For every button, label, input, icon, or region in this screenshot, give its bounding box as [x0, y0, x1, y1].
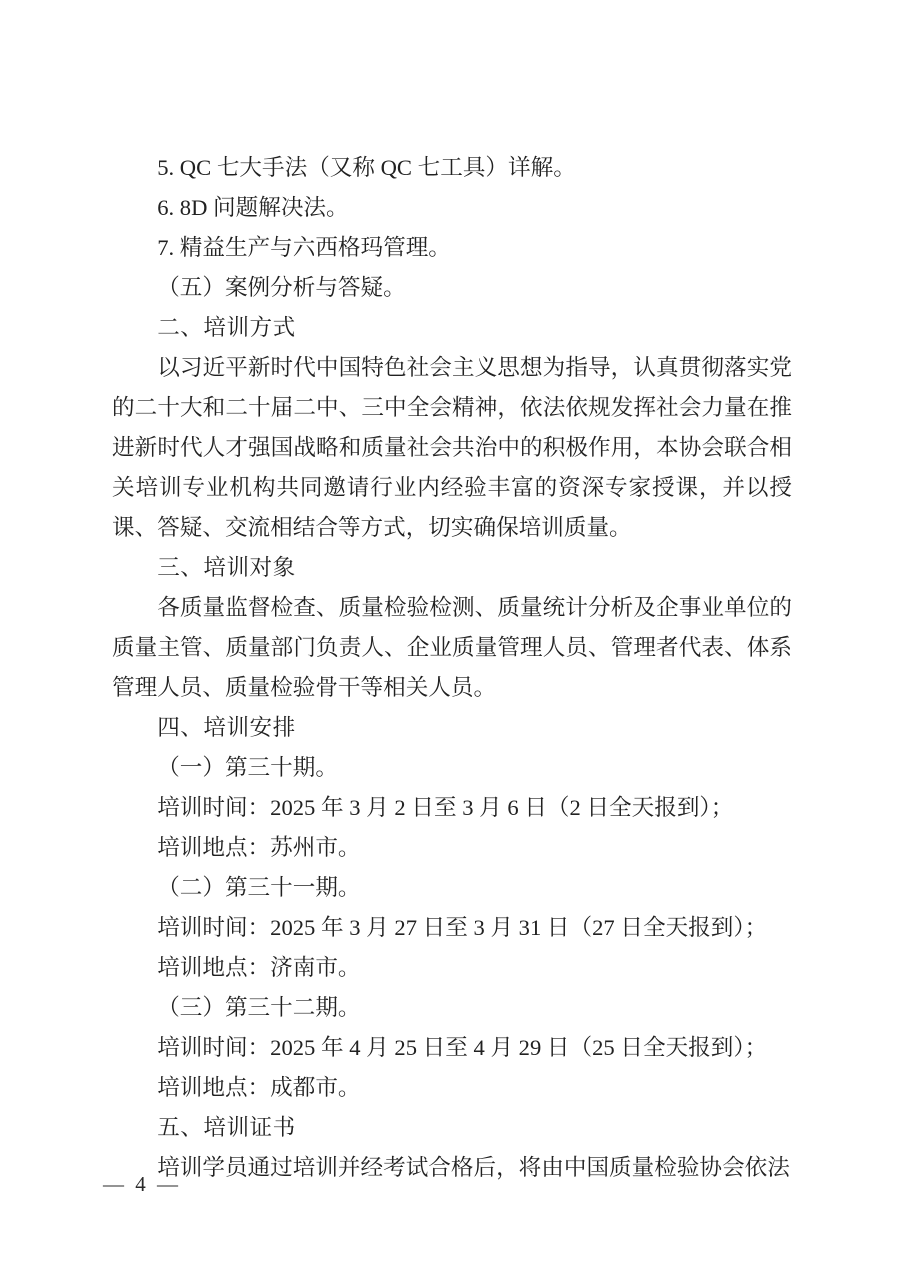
course-case-subheading: （五）案例分析与答疑。: [157, 275, 406, 300]
section-schedule-heading: 四、培训安排: [157, 715, 296, 741]
session-2-title: （二）第三十一期。: [157, 875, 361, 900]
session-1-time: 培训时间：2025 年 3 月 2 日至 3 月 6 日（2 日全天报到）；: [157, 795, 734, 820]
session-3-time: 培训时间：2025 年 4 月 25 日至 4 月 29 日（25 日全天报到）；: [157, 1035, 768, 1060]
course-item-7: 7. 精益生产与六西格玛管理。: [157, 235, 451, 260]
page-number: — 4 —: [103, 1172, 181, 1196]
section-audience-paragraph: 各质量监督检查、质量检验检测、质量统计分析及企事业单位的质量主管、质量部门负责人、企业质量管理人员、管理者代表、体系管理人员、质量检验骨干等相关人员。: [112, 595, 792, 700]
section-certificate-heading: 五、培训证书: [157, 1115, 296, 1141]
session-1-title: （一）第三十期。: [157, 755, 338, 780]
course-item-5: 5. QC 七大手法（又称 QC 七工具）详解。: [157, 155, 576, 180]
section-certificate-paragraph: 培训学员通过培训并经考试合格后，将由中国质量检验协会依法: [157, 1155, 790, 1180]
section-method-paragraph: 以习近平新时代中国特色社会主义思想为指导，认真贯彻落实党的二十大和二十届二中、三中全会精神，依法依规发挥社会力量在推进新时代人才强国战略和质量社会共治中的积极作用，本协会联合相关培训专业机构共同邀请行业内经验丰富的资深专家授课，并以授课、答疑、交流相结合等方式，切实确保培训质量。: [112, 355, 792, 540]
section-audience-heading: 三、培训对象: [157, 555, 296, 581]
course-item-6: 6. 8D 问题解决法。: [157, 195, 349, 220]
session-3-title: （三）第三十二期。: [157, 995, 361, 1020]
session-1-location: 培训地点：苏州市。: [157, 835, 361, 860]
session-3-location: 培训地点：成都市。: [157, 1075, 361, 1100]
session-2-time: 培训时间：2025 年 3 月 27 日至 3 月 31 日（27 日全天报到）；: [157, 915, 768, 940]
session-2-location: 培训地点：济南市。: [157, 955, 361, 980]
document-body: [112, 148, 792, 1188]
section-method-heading: 二、培训方式: [157, 315, 296, 341]
